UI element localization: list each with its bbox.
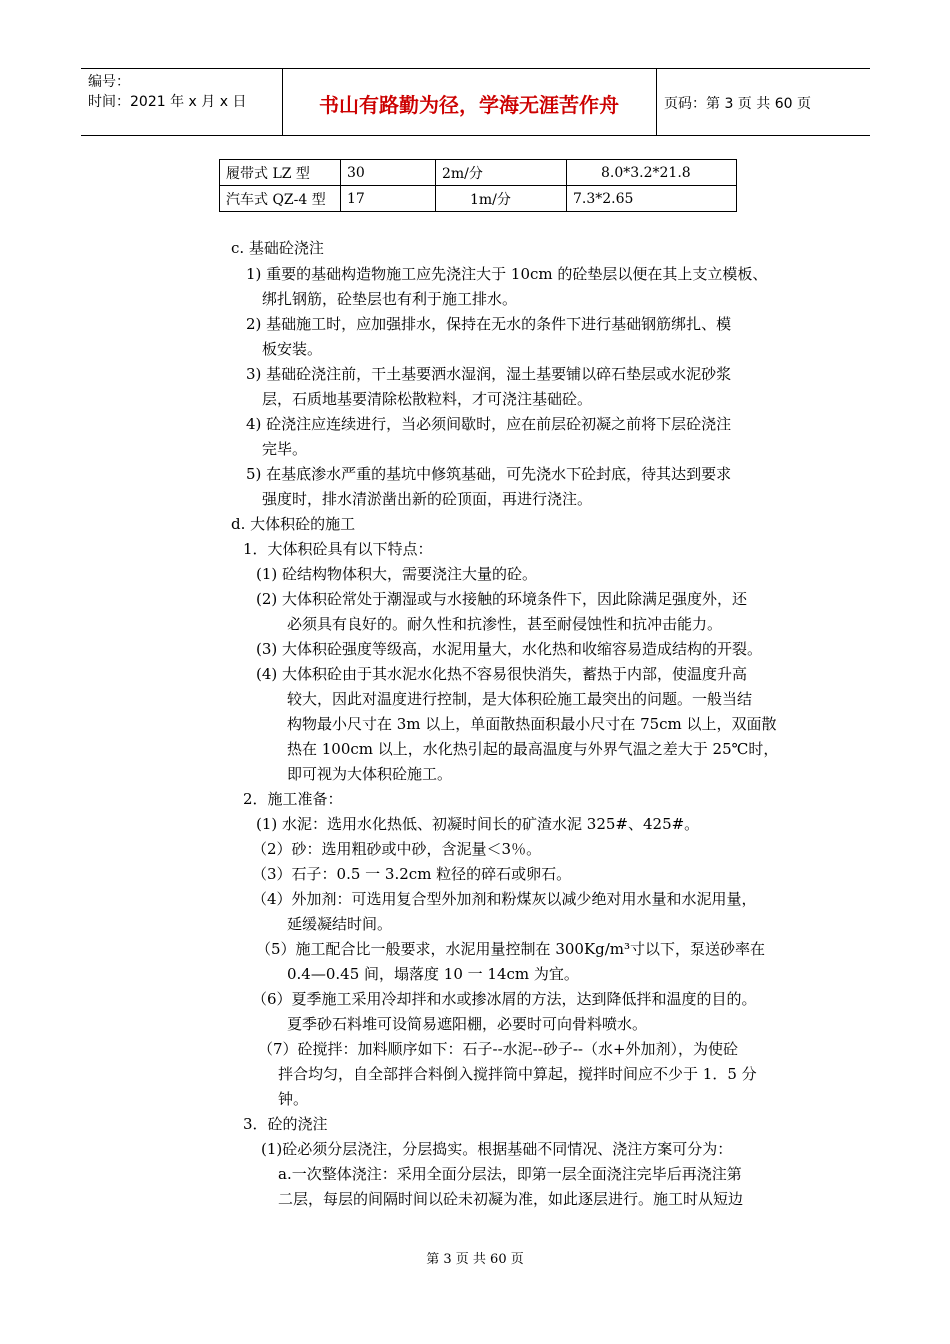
number-label: 编号： — [88, 74, 130, 90]
text-line: 拌合均匀，自全部拌合料倒入搅拌筒中算起，搅拌时间应不少于 1．5 分 — [278, 1065, 757, 1083]
section-heading: c. 基础砼浇注 — [231, 239, 324, 257]
text-line: 2．施工准备： — [243, 790, 343, 808]
text-line: 绑扎钢筋，砼垫层也有利于施工排水。 — [262, 290, 518, 308]
header-top-rule — [81, 68, 870, 69]
text-line: 1) 重要的基础构造物施工应先浇注大于 10cm 的砼垫层以便在其上支立模板、 — [246, 265, 768, 283]
table-cell: 1m/分 — [436, 186, 567, 212]
text-line: (4) 大体积砼由于其水泥水化热不容易很快消失，蓄热于内部，使温度升高 — [256, 665, 748, 683]
text-line: 强度时，排水清淤凿出新的砼顶面，再进行浇注。 — [262, 490, 593, 508]
text-line: 0.4—0.45 间，塌落度 10 一 14cm 为宜。 — [287, 965, 579, 983]
text-line: （4）外加剂：可选用复合型外加剂和粉煤灰以减少绝对用水量和水泥用量， — [252, 890, 757, 908]
text-line: 完毕。 — [262, 440, 308, 458]
text-line: 构物最小尺寸在 3m 以上，单面散热面积最小尺寸在 75cm 以上，双面散 — [287, 715, 777, 733]
text-line: (3) 大体积砼强度等级高，水泥用量大，水化热和收缩容易造成结构的开裂。 — [256, 640, 763, 658]
text-line: 3) 基础砼浇注前，干土基要洒水湿润，湿土基要铺以碎石垫层或水泥砂浆 — [246, 365, 732, 383]
text-line: 较大，因此对温度进行控制，是大体积砼施工最突出的问题。一般当结 — [287, 690, 753, 708]
table-cell: 2m/分 — [436, 160, 567, 186]
header-info — [88, 72, 246, 112]
text-line: （3）石子：0.5 一 3.2cm 粒径的碎石或卵石。 — [252, 865, 572, 883]
table-cell: 30 — [341, 160, 436, 186]
page-footer: 第 3 页 共 60 页 — [426, 1252, 524, 1267]
table-row — [220, 186, 737, 212]
text-line: (2) 大体积砼常处于潮湿或与水接触的环境条件下，因此除满足强度外，还 — [256, 590, 748, 608]
table-cell: 17 — [341, 186, 436, 212]
text-line: 二层，每层的间隔时间以砼未初凝为准，如此逐层进行。施工时从短边 — [278, 1190, 744, 1208]
equipment-table — [219, 159, 737, 212]
text-line: 层，石质地基要清除松散粒料，才可浇注基础砼。 — [262, 390, 593, 408]
text-line: 2) 基础施工时，应加强排水，保持在无水的条件下进行基础钢筋绑扎、模 — [246, 315, 732, 333]
text-line: (1) 砼结构物体积大，需要浇注大量的砼。 — [256, 565, 538, 583]
table-cell: 汽车式 QZ-4 型 — [220, 186, 341, 212]
text-line: 4) 砼浇注应连续进行，当必须间歇时，应在前层砼初凝之前将下层砼浇注 — [246, 415, 732, 433]
text-line: (1)砼必须分层浇注，分层捣实。根据基础不同情况、浇注方案可分为： — [261, 1140, 733, 1158]
table-cell: 7.3*2.65 — [567, 186, 737, 212]
text-line: 3．砼的浇注 — [243, 1115, 328, 1133]
header-divider-right — [656, 68, 657, 135]
text-line: (1) 水泥：选用水化热低、初凝时间长的矿渣水泥 325#、425#。 — [256, 815, 700, 833]
text-line: 夏季砂石料堆可设简易遮阳棚，必要时可向骨料喷水。 — [287, 1015, 648, 1033]
text-line: （5）施工配合比一般要求，水泥用量控制在 300Kg/m³寸以下，泵送砂率在 — [256, 940, 766, 958]
text-line: （2）砂：选用粗砂或中砂，含泥量＜3％。 — [252, 840, 542, 858]
text-line: 1．大体积砼具有以下特点： — [243, 540, 433, 558]
text-line: 必须具有良好的。耐久性和抗渗性，甚至耐侵蚀性和抗冲击能力。 — [287, 615, 723, 633]
text-line: （7）砼搅拌：加料顺序如下：石子--水泥--砂子--（水+外加剂），为使砼 — [258, 1040, 739, 1058]
section-heading: d. 大体积砼的施工 — [231, 515, 356, 533]
header-motto: 书山有路勤为径，学海无涯苦作舟 — [319, 93, 619, 117]
text-line: 即可视为大体积砼施工。 — [287, 765, 453, 783]
header-page-label: 页码：第 3 页 共 60 页 — [664, 96, 811, 112]
table-row — [220, 160, 737, 186]
header-bottom-rule — [81, 135, 870, 136]
text-line: 板安装。 — [262, 340, 323, 358]
table-cell: 8.0*3.2*21.8 — [567, 160, 737, 186]
time-label: 时间：2021 年 x 月 x 日 — [88, 94, 247, 110]
table-cell: 履带式 LZ 型 — [220, 160, 341, 186]
text-line: 热在 100cm 以上，水化热引起的最高温度与外界气温之差大于 25℃时， — [287, 740, 779, 758]
text-line: 钟。 — [278, 1090, 309, 1108]
text-line: 延缓凝结时间。 — [287, 915, 393, 933]
text-line: a.一次整体浇注：采用全面分层法，即第一层全面浇注完毕后再浇注第 — [278, 1165, 742, 1183]
text-line: （6）夏季施工采用冷却拌和水或掺冰屑的方法，达到降低拌和温度的目的。 — [252, 990, 757, 1008]
text-line: 5) 在基底渗水严重的基坑中修筑基础，可先浇水下砼封底，待其达到要求 — [246, 465, 732, 483]
